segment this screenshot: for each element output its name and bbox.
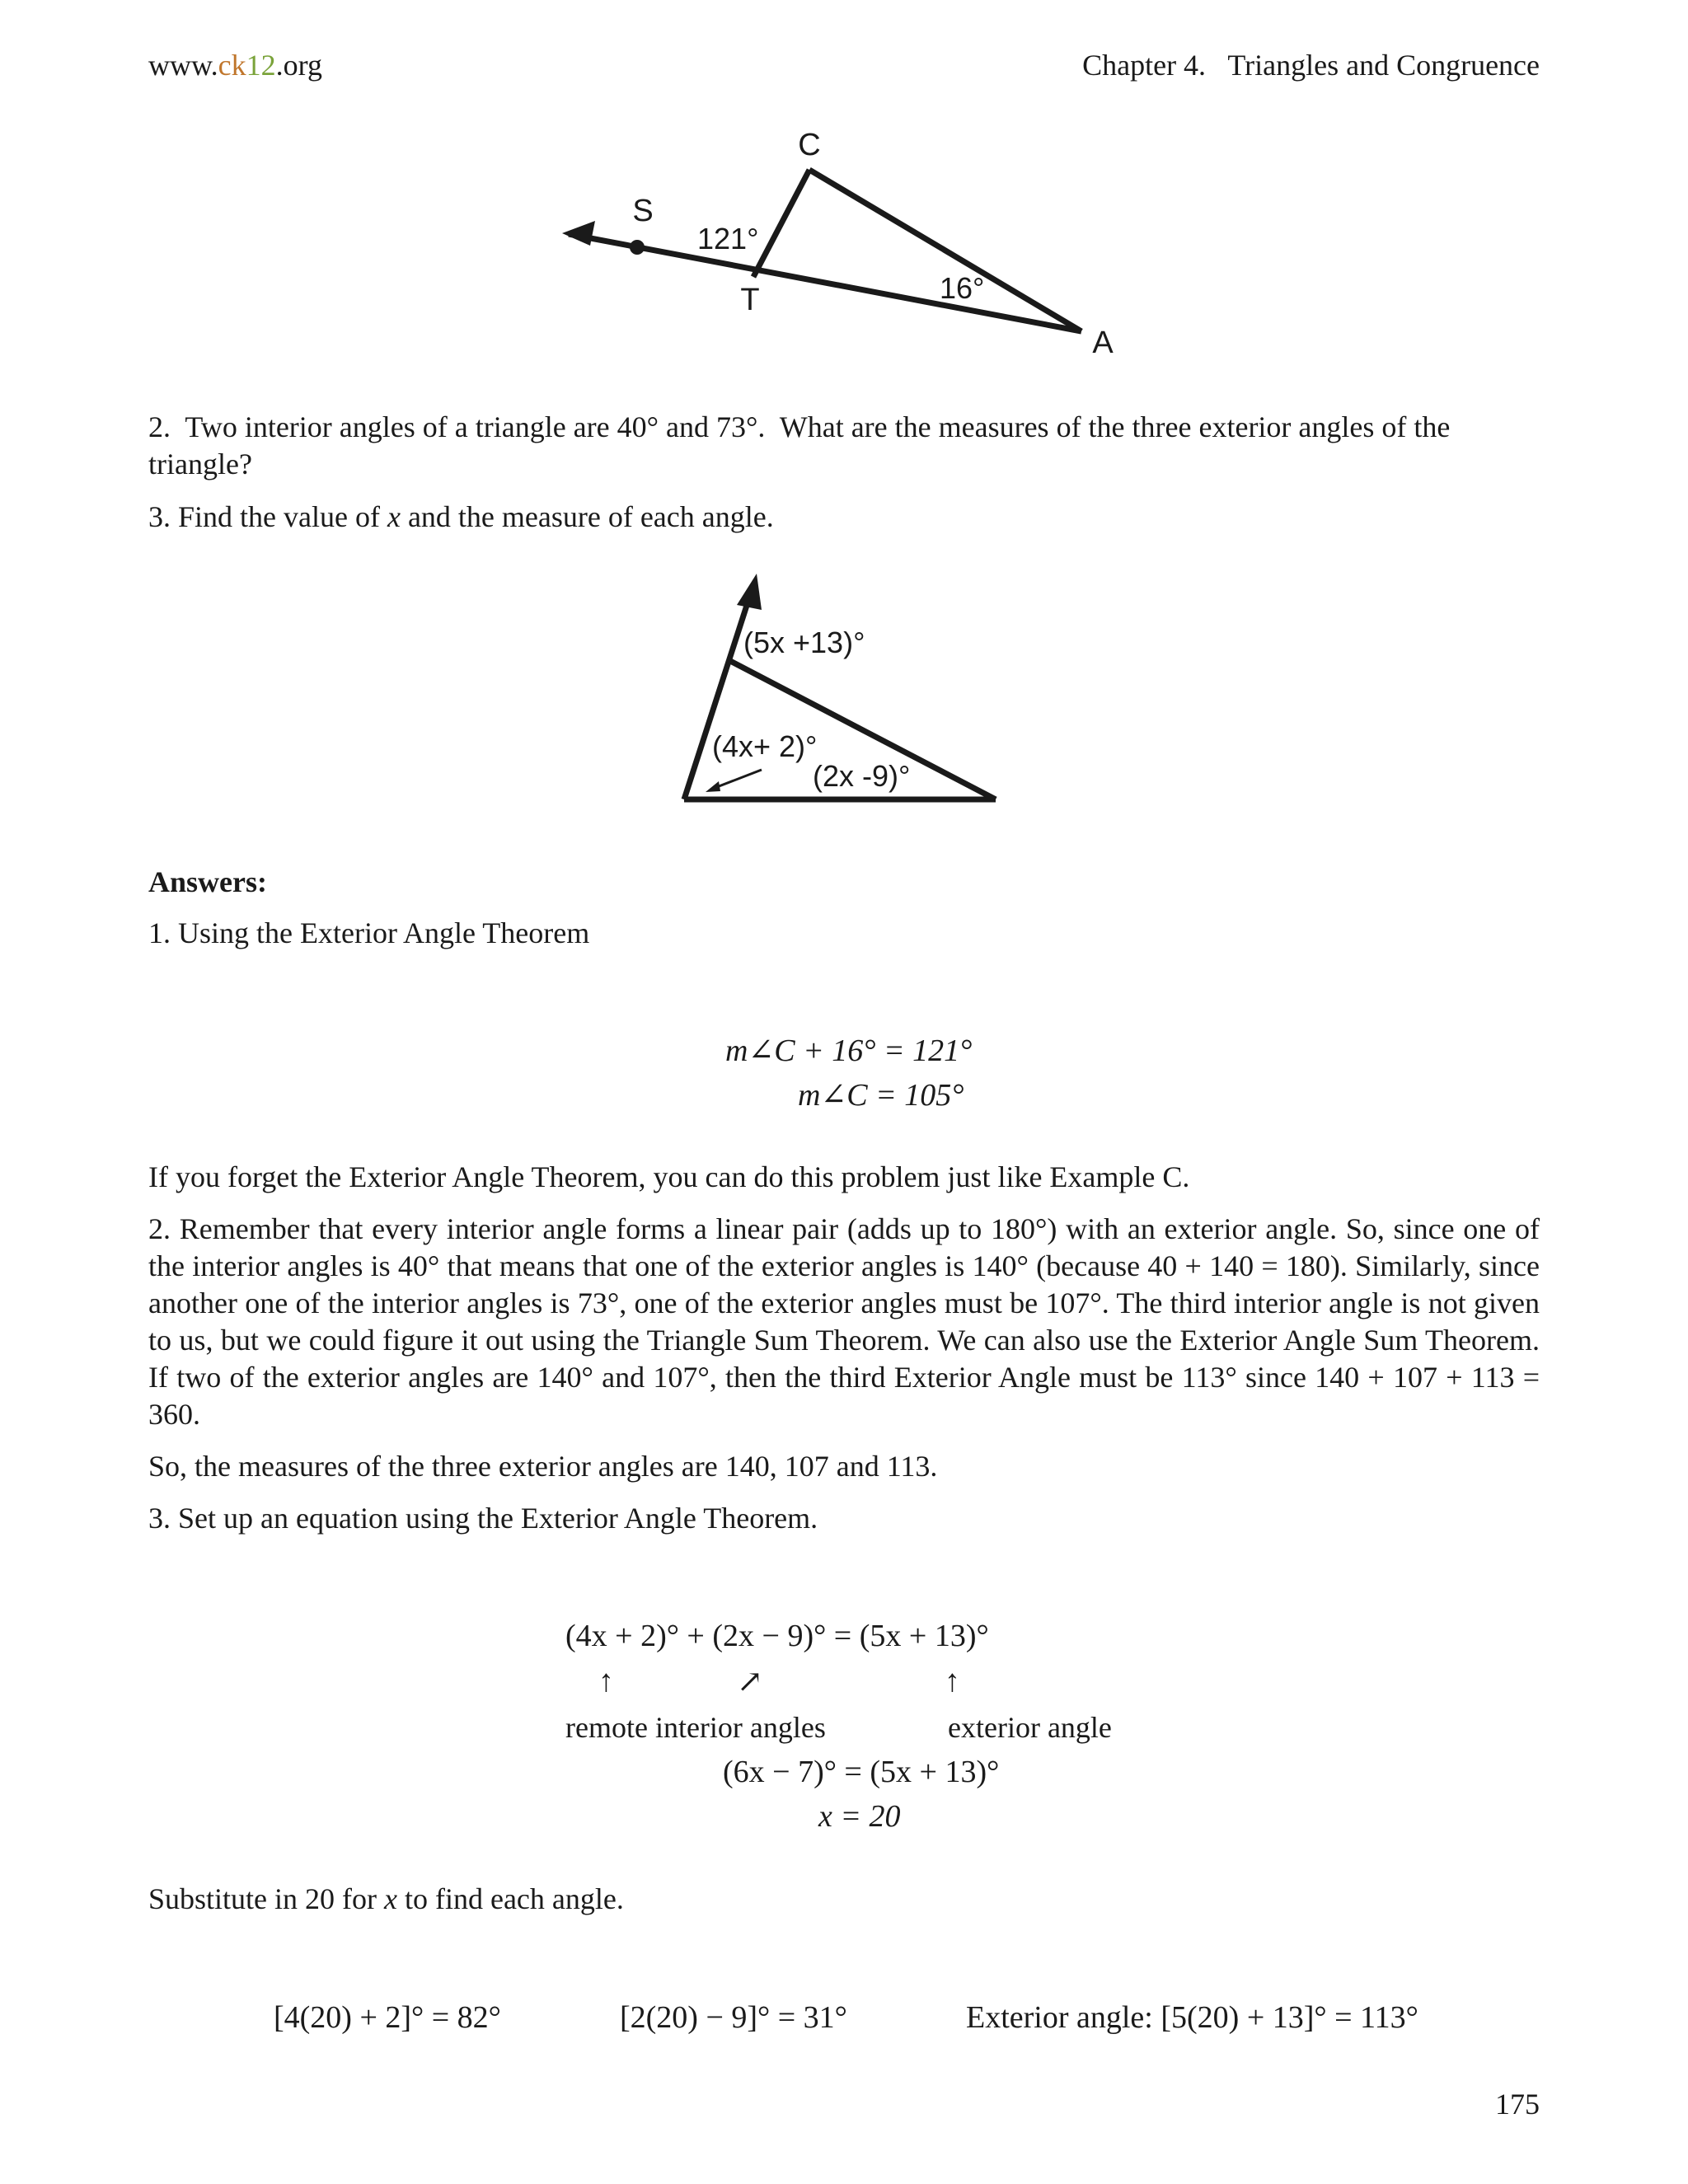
- label-exterior-angle: (5x +13)°: [743, 626, 865, 659]
- label-exterior-angle-text: exterior angle: [948, 1711, 1112, 1744]
- final-exterior-angle: Exterior angle: [5(20) + 13]° = 113°: [966, 2000, 1418, 2035]
- label-C: C: [798, 128, 821, 162]
- label-angle-16: 16°: [940, 271, 985, 305]
- substitute-line: Substitute in 20 for x to find each angle.: [148, 1882, 624, 1915]
- equation-3-line-3: x = 20: [818, 1799, 901, 1834]
- forget-note: If you forget the Exterior Angle Theorem, you can do this problem just like Example C.: [148, 1160, 1190, 1193]
- label-remote-interior-angles: remote interior angles: [565, 1711, 826, 1744]
- label-A: A: [1092, 326, 1114, 360]
- problem-2-line-1: 2. Two interior angles of a triangle are 40° and 73°. What are the measures of the three exterior angles of the: [148, 410, 1451, 443]
- angle-pointer-head: [706, 781, 720, 792]
- site-url: www.ck12.org: [148, 49, 322, 82]
- label-T: T: [740, 283, 760, 317]
- label-angle-121: 121°: [697, 222, 759, 255]
- arrow-northeast: ↗: [737, 1665, 763, 1699]
- answers-heading: Answers:: [148, 865, 267, 898]
- segment-TC: [753, 170, 809, 277]
- answer-1: 1. Using the Exterior Angle Theorem: [148, 916, 590, 949]
- equation-1-line-2: m∠C = 105°: [798, 1078, 964, 1113]
- figure-exterior-angle-triangle: [544, 115, 1137, 371]
- point-S: [630, 240, 645, 255]
- final-angle-2: [2(20) − 9]° = 31°: [620, 2000, 847, 2035]
- answer-3: 3. Set up an equation using the Exterior Angle Theorem.: [148, 1502, 818, 1535]
- answer-2-summary: So, the measures of the three exterior angles are 140, 107 and 113.: [148, 1450, 938, 1483]
- problem-2-line-2: triangle?: [148, 448, 252, 480]
- final-angle-1: [4(20) + 2]° = 82°: [274, 2000, 501, 2035]
- chapter-title: Chapter 4. Triangles and Congruence: [1082, 49, 1540, 82]
- ray-arrowhead: [737, 574, 762, 610]
- arrow-up-2: ↑: [945, 1664, 960, 1699]
- site-url-ck: ck: [218, 49, 246, 82]
- triangle-left-side-ray: [684, 590, 752, 799]
- label-right-angle: (2x -9)°: [813, 759, 911, 793]
- problem-3: 3. Find the value of x and the measure of each angle.: [148, 500, 774, 533]
- equation-3-line-2: (6x − 7)° = (5x + 13)°: [723, 1755, 1000, 1789]
- ray-arrowhead: [562, 221, 595, 246]
- label-S: S: [632, 194, 654, 228]
- arrow-up-1: ↑: [598, 1664, 614, 1699]
- page-number: 175: [1495, 2088, 1540, 2121]
- answer-2-paragraph: 2. Remember that every interior angle forms a linear pair (adds up to 180°) with an exterior angle. So, since one of the interior angles is 40° that means that one of the exterior angles is 140° (because 40 + 140 = 180). Similarly, since another one of the interior angles is 73°, one of the exterior angles must be 107°. The third interior angle is not given to us, but we could figure it out using the Triangle Sum Theorem. We can also use the Exterior Angle Sum Theorem. If two of the exterior angles are 140° and 107°, then the third Exterior Angle must be 113° since 140 + 107 + 113 = 360.: [148, 1212, 1540, 1431]
- site-url-12: 12: [246, 49, 276, 82]
- equation-1-line-1: m∠C + 16° = 121°: [725, 1033, 973, 1068]
- figure-algebraic-triangle: [659, 569, 1022, 816]
- label-left-angle: (4x+ 2)°: [712, 729, 818, 763]
- equation-3-line-1: (4x + 2)° + (2x − 9)° = (5x + 13)°: [565, 1619, 989, 1653]
